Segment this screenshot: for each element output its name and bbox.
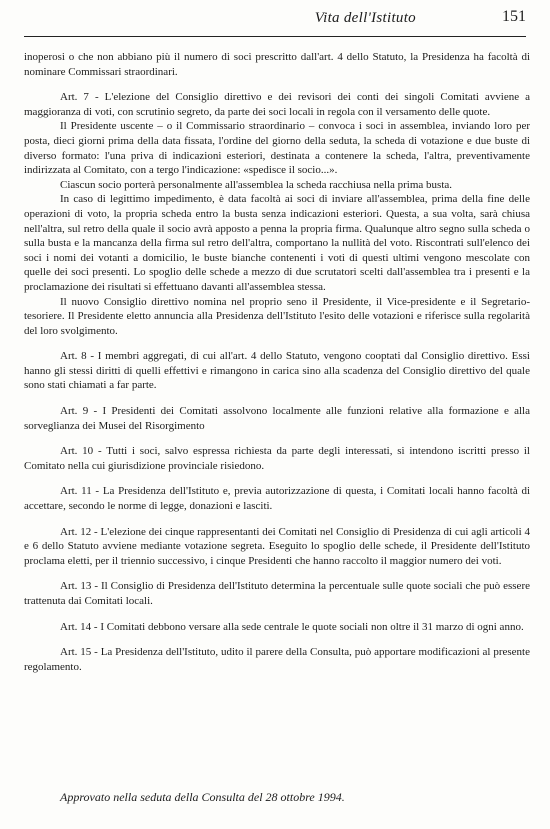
running-title: Vita dell'Istituto	[314, 10, 416, 26]
paragraph-impediment: In caso di legittimo impedimento, è data facoltà ai soci di inviare all'assemblea, prima della fine delle operazioni di voto, la propria scheda entro la busta senza indicazioni esteriori. Questa, a sua volta, sarà chiusa nell'altra, sul retro della quale il socio avrà apposto a penna la propria firma. Qualunque altro segno sulla scheda o sulla busta e la mancanza della firma sul retro dell'altra, comportano la nullità del voto. Riscontrati sull'elenco dei soci i nomi dei votanti a domicilio, le buste bianche contenenti i voti di questi ultimi vengono mescolate con quelle dei soci presenti. Lo spoglio delle schede a mezzo di due scrutatori scelti dall'assemblea tra i presenti e la proclamazione dei risultati si effettuano davanti all'assemblea stessa.	[24, 193, 530, 293]
paragraph-ballot: Ciascun socio porterà personalmente all'assemblea la scheda racchiusa nella prima busta.	[60, 178, 453, 191]
paragraph-art-9: Art. 9 - I Presidenti dei Comitati assolvono localmente alle funzioni relative alla formazione e alla sorveglianza dei Musei del Risorgimento	[24, 405, 530, 432]
paragraph-art-11: Art. 11 - La Presidenza dell'Istituto e, previa autorizzazione di questa, i Comitati locali hanno facoltà di accettare, secondo le norme di legge, donazioni e lasciti.	[24, 485, 530, 513]
paragraph-art-13: Art. 13 - Il Consiglio di Presidenza dell'Istituto determina la percentuale sulle quote sociali che può essere trattenuta dai Comitati locali.	[24, 580, 530, 607]
paragraph-art-10: Art. 10 - Tutti i soci, salvo espressa richiesta da parte degli interessati, si intendono iscritti presso il Comitato nella cui giurisdizione provinciale risiedono.	[24, 445, 530, 472]
paragraph-continuation: inoperosi o che non abbiano più il numero di soci prescritto dall'art. 4 dello Statuto, la Presidenza ha facoltà di nominare Commissari straordinari.	[24, 51, 530, 78]
page-number: 151	[502, 8, 526, 25]
page-header	[24, 8, 526, 37]
paragraph-art-12: Art. 12 - L'elezione dei cinque rappresentanti dei Comitati nel Consiglio di Presidenza di cui agli articoli 4 e 6 dello Statuto avviene mediante votazione segreta. Eseguito lo spoglio delle schede, il Presidente dell'Istituto proclama eletti, per il triennio successivo, i cinque Presidenti che hanno raccolto il maggior numero dei voti.	[24, 525, 530, 567]
paragraph-art-8: Art. 8 - I membri aggregati, di cui all'art. 4 dello Statuto, vengono cooptati dal Consiglio direttivo. Essi hanno gli stessi diritti di quelli effettivi e rimangono in carica sino alla scadenza del Consiglio direttivo del quale sono stati chiamati a far parte.	[24, 350, 530, 392]
approval-note: Approvato nella seduta della Consulta del 28 ottobre 1994.	[60, 790, 345, 804]
body-text	[24, 50, 530, 674]
paragraph-art-14: Art. 14 - I Comitati debbono versare alla sede centrale le quote sociali non oltre il 31 marzo di ogni anno.	[60, 620, 524, 633]
paragraph-convocation: Il Presidente uscente – o il Commissario straordinario – convoca i soci in assemblea, inviando loro per posta, dieci giorni prima della data fissata, l'ordine del giorno della seduta, la scheda di votazione e due buste di diverso formato: l'una priva di indicazioni esteriori, destinata a contenere la scheda, l'altra, preventivamente indirizzata al Comitato, con a tergo l'indicazione: «spedisce il socio...».	[24, 120, 530, 177]
paragraph-new-council: Il nuovo Consiglio direttivo nomina nel proprio seno il Presidente, il Vice-presidente e il Segretario-tesoriere. Il Presidente eletto annuncia alla Presidenza dell'Istituto l'esito delle votazioni e riferisce sulla regolarità del loro svolgimento.	[24, 295, 530, 337]
paragraph-art-15: Art. 15 - La Presidenza dell'Istituto, udito il parere della Consulta, può apportare modificazioni al presente regolamento.	[24, 646, 530, 673]
paragraph-art-7: Art. 7 - L'elezione del Consiglio direttivo e dei revisori dei conti dei singoli Comitati avviene a maggioranza di voti, con scrutinio segreto, da parte dei soci locali in regola con il versamento delle quote.	[24, 91, 530, 118]
